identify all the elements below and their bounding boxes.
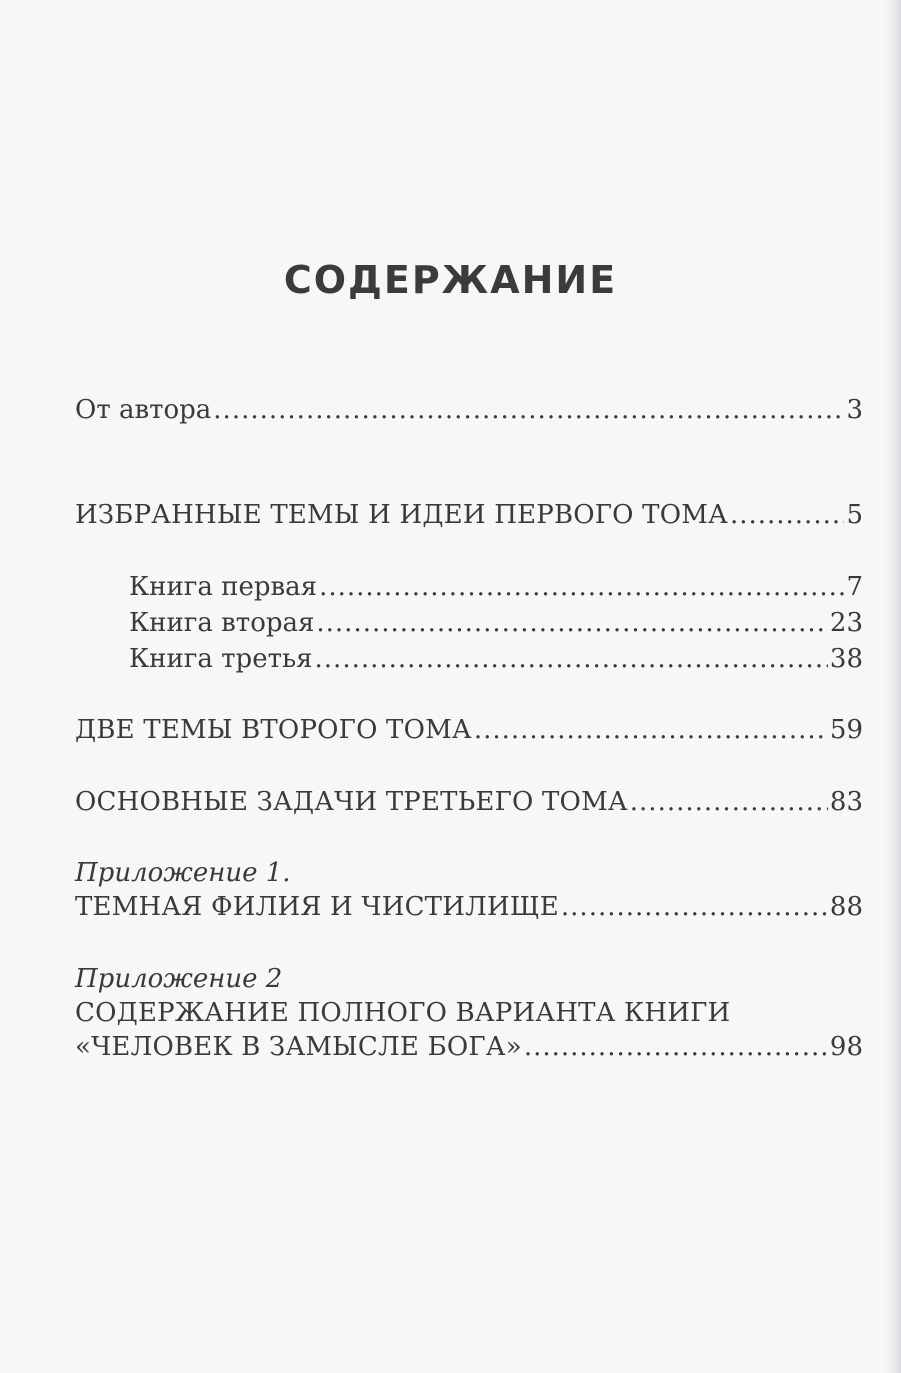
toc-entry-label: ТЕМНАЯ ФИЛИЯ И ЧИСТИЛИЩЕ: [75, 892, 559, 922]
toc-entry-label: «ЧЕЛОВЕК В ЗАМЫСЛЕ БОГА»: [75, 1032, 522, 1062]
toc-page-number: 88: [829, 892, 863, 922]
toc-entry-label: Книга вторая: [129, 608, 315, 638]
toc-page-number: 5: [846, 500, 863, 530]
toc-page-number: 7: [846, 572, 863, 602]
toc-entry-label: Книга третья: [129, 644, 313, 674]
dot-leader: [474, 713, 828, 747]
toc-entry-volume-one[interactable]: [75, 498, 863, 532]
appendix-label: Приложение 2: [75, 964, 283, 994]
toc-entry-book-three[interactable]: [129, 642, 863, 676]
toc-entry-appendix-two[interactable]: [75, 962, 863, 1064]
toc-entry-volume-three[interactable]: [75, 785, 863, 819]
toc-page-number: 59: [829, 715, 863, 745]
toc-entry-label: Книга первая: [129, 572, 318, 602]
dot-leader: [316, 606, 828, 640]
toc-page-number: 3: [846, 395, 863, 425]
dot-leader: [730, 498, 845, 532]
toc-entry-label: ДВЕ ТЕМЫ ВТОРОГО ТОМА: [75, 715, 472, 745]
toc-page-number: 38: [829, 644, 863, 674]
dot-leader: [213, 393, 844, 427]
toc-entry-volume-two[interactable]: [75, 713, 863, 747]
toc-entry-label: ОСНОВНЫЕ ЗАДАЧИ ТРЕТЬЕГО ТОМА: [75, 787, 628, 817]
page-title: СОДЕРЖАНИЕ: [283, 258, 618, 302]
toc-page-number: 23: [829, 608, 863, 638]
toc-page-number: 83: [829, 787, 863, 817]
dot-leader: [315, 642, 828, 676]
dot-leader: [319, 570, 844, 604]
toc-entry-appendix-one[interactable]: [75, 856, 863, 924]
toc-page-number: 98: [829, 1032, 863, 1062]
toc-entry-book-one[interactable]: [129, 570, 863, 604]
appendix-label: Приложение 1.: [75, 858, 291, 888]
toc-entry-from-author[interactable]: [75, 393, 863, 427]
toc-entry-label: ИЗБРАННЫЕ ТЕМЫ И ИДЕИ ПЕРВОГО ТОМА: [75, 500, 728, 530]
dot-leader: [630, 785, 828, 819]
toc-entry-book-two[interactable]: [129, 606, 863, 640]
toc-entry-label-line1: СОДЕРЖАНИЕ ПОЛНОГО ВАРИАНТА КНИГИ: [75, 998, 731, 1028]
dot-leader: [561, 890, 828, 924]
dot-leader: [524, 1030, 828, 1064]
toc-entry-label: От автора: [75, 395, 212, 425]
